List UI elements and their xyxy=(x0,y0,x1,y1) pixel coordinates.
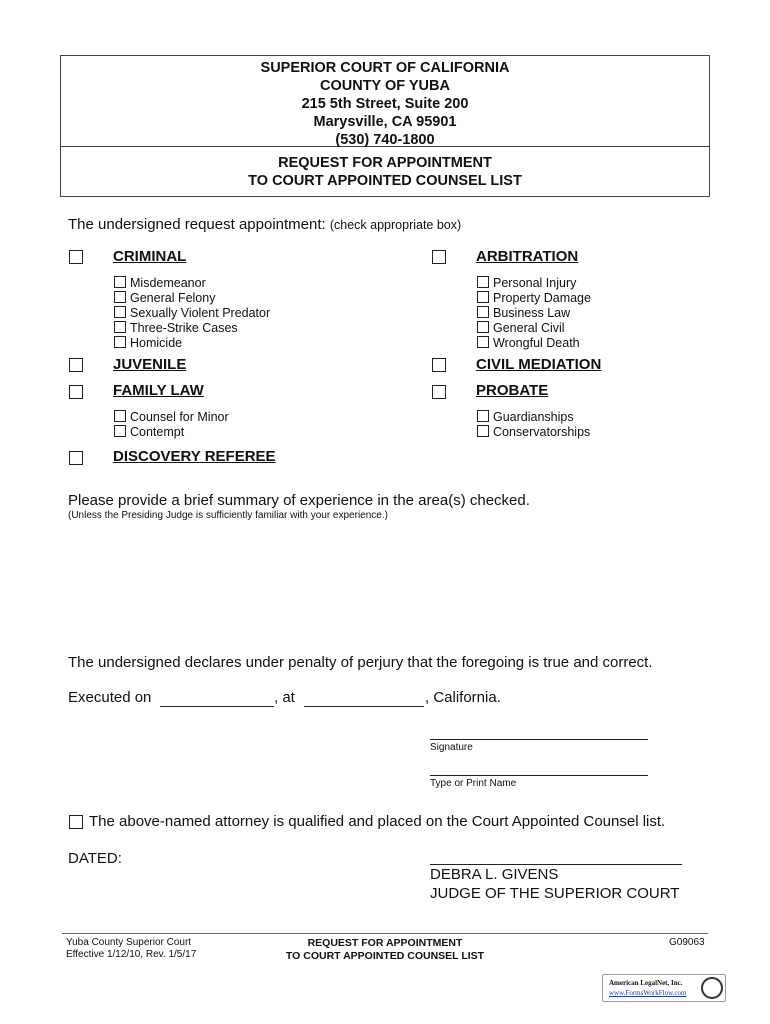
general-felony-checkbox[interactable] xyxy=(114,291,126,303)
publisher-url[interactable]: www.FormsWorkFlow.com xyxy=(609,989,687,997)
property-damage-label: Property Damage xyxy=(493,291,591,305)
county-name: COUNTY OF YUBA xyxy=(320,78,450,94)
property-damage-checkbox[interactable] xyxy=(477,291,489,303)
executed-place-field[interactable] xyxy=(304,706,424,707)
printed-name-field[interactable] xyxy=(430,775,648,776)
svp-label: Sexually Violent Predator xyxy=(130,306,271,320)
footer-title-line-1: REQUEST FOR APPOINTMENT xyxy=(307,937,463,949)
list-item xyxy=(114,321,270,336)
criminal-sub-list xyxy=(114,276,270,351)
qualified-checkbox[interactable] xyxy=(69,815,83,829)
list-item xyxy=(477,291,591,306)
form-header xyxy=(60,55,710,197)
qualified-text: The above-named attorney is qualified and placed on the Court Appointed Counsel list. xyxy=(89,813,666,830)
publisher-name: American LegalNet, Inc. xyxy=(609,979,683,987)
arbitration-sub-list xyxy=(477,276,591,351)
list-item xyxy=(114,336,270,351)
california-label: , California. xyxy=(425,689,501,706)
executed-on-label: Executed on xyxy=(68,689,152,706)
contempt-label: Contempt xyxy=(130,425,185,439)
misdemeanor-checkbox[interactable] xyxy=(114,276,126,288)
wrongful-death-checkbox[interactable] xyxy=(477,336,489,348)
summary-prompt: Please provide a brief summary of experience in the area(s) checked. xyxy=(68,492,530,509)
misdemeanor-label: Misdemeanor xyxy=(130,276,206,290)
footer-title xyxy=(260,937,510,963)
civil-mediation-checkbox[interactable] xyxy=(432,358,446,372)
general-civil-label: General Civil xyxy=(493,321,565,335)
guardianships-label: Guardianships xyxy=(493,410,574,424)
contempt-checkbox[interactable] xyxy=(114,425,126,437)
list-item xyxy=(477,336,591,351)
conservatorships-checkbox[interactable] xyxy=(477,425,489,437)
declaration-text: The undersigned declares under penalty of perjury that the foregoing is true and correct. xyxy=(68,654,653,671)
summary-note: (Unless the Presiding Judge is sufficiently familiar with your experience.) xyxy=(68,510,388,521)
footer-effective: Effective 1/12/10, Rev. 1/5/17 xyxy=(66,949,197,960)
court-info xyxy=(61,56,709,147)
civil-mediation-label: CIVIL MEDIATION xyxy=(476,356,602,373)
svp-checkbox[interactable] xyxy=(114,306,126,318)
guardianships-checkbox[interactable] xyxy=(477,410,489,422)
signature-label: Signature xyxy=(430,742,473,753)
printed-name-label: Type or Print Name xyxy=(430,778,517,789)
juvenile-checkbox[interactable] xyxy=(69,358,83,372)
intro-line xyxy=(68,216,461,233)
executed-date-field[interactable] xyxy=(160,706,274,707)
form-title-line-2: TO COURT APPOINTED COUNSEL LIST xyxy=(248,173,522,189)
signature-field[interactable] xyxy=(430,739,648,740)
list-item xyxy=(114,306,270,321)
discovery-referee-checkbox[interactable] xyxy=(69,451,83,465)
family-law-sub-list xyxy=(114,410,229,440)
list-item xyxy=(477,321,591,336)
footer-title-line-2: TO COURT APPOINTED COUNSEL LIST xyxy=(285,950,485,962)
homicide-label: Homicide xyxy=(130,336,183,350)
conservatorships-label: Conservatorships xyxy=(493,425,591,439)
list-item xyxy=(114,291,270,306)
form-title xyxy=(61,148,709,190)
counsel-for-minor-label: Counsel for Minor xyxy=(130,410,229,424)
form-number: G09063 xyxy=(669,937,705,948)
judge-name: DEBRA L. GIVENS xyxy=(430,866,559,883)
footer-court: Yuba County Superior Court xyxy=(66,937,192,948)
court-name: SUPERIOR COURT OF CALIFORNIA xyxy=(260,60,510,76)
dated-label: DATED: xyxy=(68,850,122,867)
court-city: Marysville, CA 95901 xyxy=(313,114,457,130)
probate-sub-list xyxy=(477,410,590,440)
court-street: 215 5th Street, Suite 200 xyxy=(301,96,469,112)
probate-checkbox[interactable] xyxy=(432,385,446,399)
form-title-line-1: REQUEST FOR APPOINTMENT xyxy=(278,155,492,171)
personal-injury-label: Personal Injury xyxy=(493,276,577,290)
personal-injury-checkbox[interactable] xyxy=(477,276,489,288)
list-item xyxy=(114,410,229,425)
juvenile-label: JUVENILE xyxy=(113,356,187,373)
footer-divider xyxy=(62,933,708,934)
family-law-label: FAMILY LAW xyxy=(113,382,204,399)
business-law-label: Business Law xyxy=(493,306,571,320)
judge-signature-field[interactable] xyxy=(430,864,682,865)
publisher-badge[interactable] xyxy=(602,974,726,1002)
summary-textarea[interactable] xyxy=(68,525,708,640)
footer-left xyxy=(66,937,196,961)
list-item xyxy=(114,425,229,440)
court-phone: (530) 740-1800 xyxy=(335,132,435,148)
arbitration-checkbox[interactable] xyxy=(432,250,446,264)
business-law-checkbox[interactable] xyxy=(477,306,489,318)
judge-title: JUDGE OF THE SUPERIOR COURT xyxy=(430,885,680,902)
general-civil-checkbox[interactable] xyxy=(477,321,489,333)
publisher-logo-icon xyxy=(701,977,723,999)
wrongful-death-label: Wrongful Death xyxy=(493,336,580,350)
three-strike-label: Three-Strike Cases xyxy=(130,321,238,335)
at-label: , at xyxy=(274,689,295,706)
list-item xyxy=(114,276,270,291)
homicide-checkbox[interactable] xyxy=(114,336,126,348)
family-law-checkbox[interactable] xyxy=(69,385,83,399)
list-item xyxy=(477,425,590,440)
intro-note: (check appropriate box) xyxy=(329,218,462,232)
criminal-checkbox[interactable] xyxy=(69,250,83,264)
intro-text: The undersigned request appointment: xyxy=(68,216,326,233)
probate-label: PROBATE xyxy=(476,382,549,399)
discovery-referee-label: DISCOVERY REFEREE xyxy=(113,448,276,465)
general-felony-label: General Felony xyxy=(130,291,216,305)
criminal-label: CRIMINAL xyxy=(113,248,187,265)
arbitration-label: ARBITRATION xyxy=(476,248,579,265)
three-strike-checkbox[interactable] xyxy=(114,321,126,333)
list-item xyxy=(477,276,591,291)
list-item xyxy=(477,410,590,425)
list-item xyxy=(477,306,591,321)
counsel-for-minor-checkbox[interactable] xyxy=(114,410,126,422)
